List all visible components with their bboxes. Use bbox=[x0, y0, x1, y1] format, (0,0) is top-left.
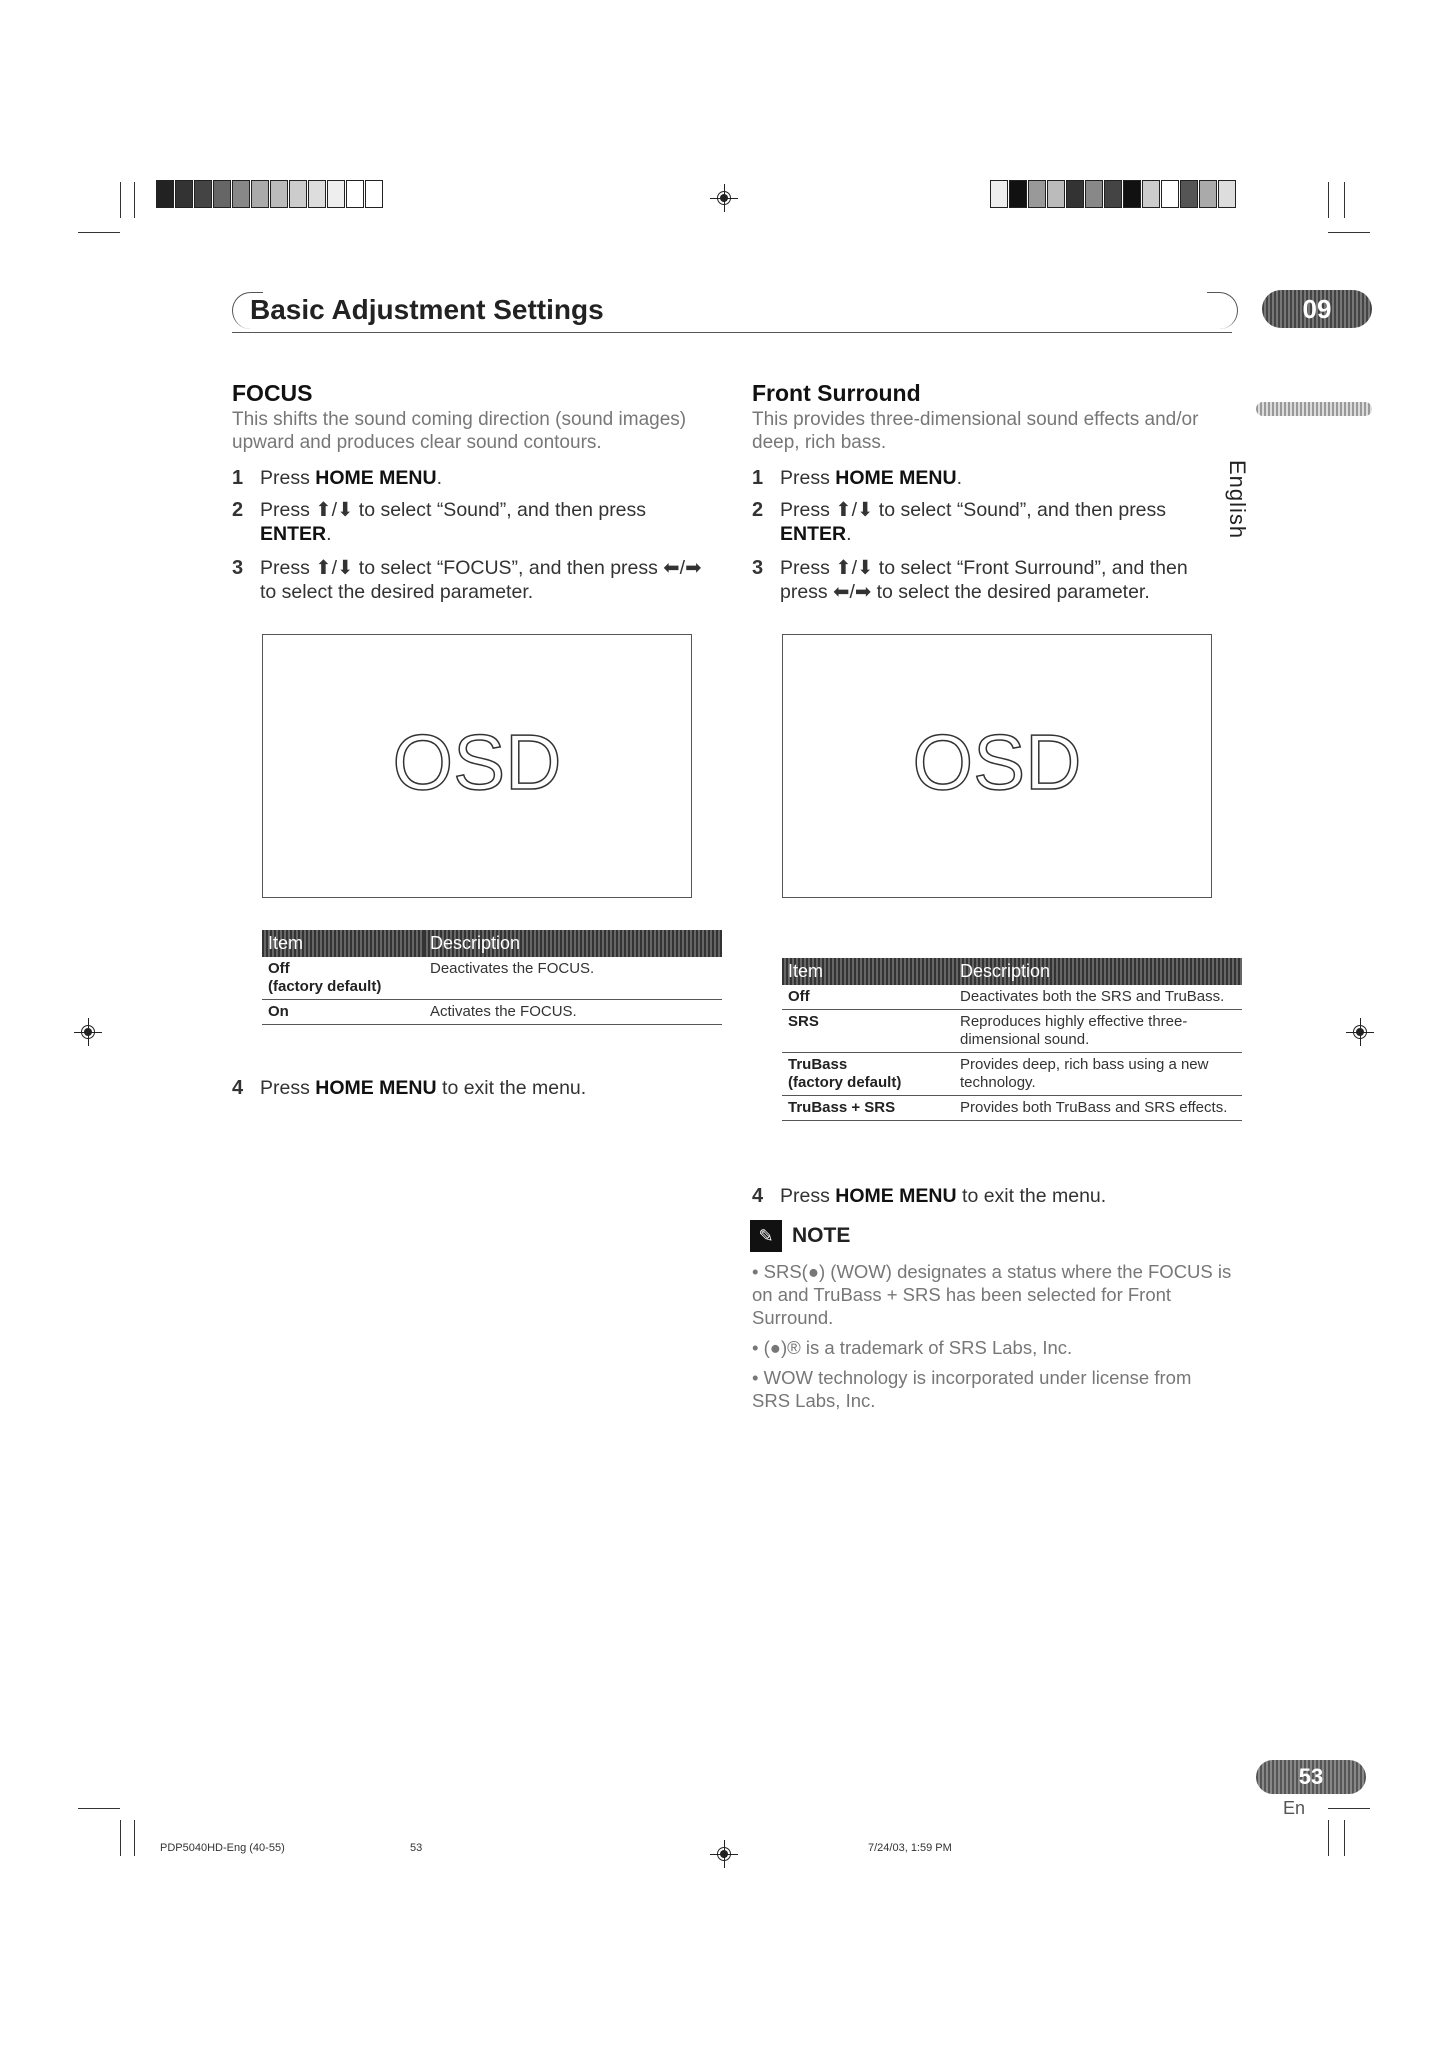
table-cell-item: Off bbox=[782, 985, 954, 1010]
crop-mark bbox=[1328, 1808, 1370, 1809]
focus-table bbox=[262, 930, 722, 1025]
table-row bbox=[782, 1053, 1242, 1096]
table-cell-item: SRS bbox=[782, 1010, 954, 1053]
color-bars-left bbox=[156, 180, 384, 208]
footer-page: 53 bbox=[410, 1842, 423, 1854]
table-header-item: Item bbox=[262, 930, 424, 957]
table-header-description: Description bbox=[424, 930, 722, 957]
crop-mark bbox=[134, 1820, 135, 1856]
note-title: NOTE bbox=[792, 1224, 851, 1247]
table-cell-description: Provides deep, rich bass using a new technology. bbox=[954, 1053, 1242, 1096]
crop-mark bbox=[1328, 182, 1329, 218]
language-label: English bbox=[1225, 460, 1250, 540]
table-row bbox=[782, 1096, 1242, 1121]
registration-mark-icon bbox=[710, 1840, 738, 1868]
crop-mark bbox=[78, 232, 120, 233]
table-cell-description: Provides both TruBass and SRS effects. bbox=[954, 1096, 1242, 1121]
note-bullet: • (●)® is a trademark of SRS Labs, Inc. bbox=[752, 1337, 1073, 1358]
table-header-item: Item bbox=[782, 958, 954, 985]
focus-osd-placeholder bbox=[262, 634, 692, 898]
page-number-badge: 53 bbox=[1256, 1760, 1366, 1794]
color-bars-right bbox=[990, 180, 1237, 208]
crop-mark bbox=[134, 182, 135, 218]
note-bullet: • WOW technology is incorporated under license from SRS Labs, Inc. bbox=[752, 1367, 1192, 1411]
crop-mark bbox=[120, 1820, 121, 1856]
footer-date: 7/24/03, 1:59 PM bbox=[868, 1842, 952, 1854]
note-pencil-icon: ✎ bbox=[750, 1220, 782, 1252]
page-title: Basic Adjustment Settings bbox=[250, 294, 604, 325]
header-bracket-right bbox=[1207, 292, 1238, 329]
front-surround-heading: Front Surround bbox=[752, 380, 921, 406]
registration-mark-icon bbox=[710, 184, 738, 212]
table-row bbox=[262, 1000, 722, 1025]
footer-file: PDP5040HD-Eng (40-55) bbox=[160, 1842, 285, 1854]
osd-label: OSD bbox=[392, 718, 562, 806]
table-header-description: Description bbox=[954, 958, 1242, 985]
front-surround-osd-placeholder bbox=[782, 634, 1212, 898]
table-row bbox=[782, 985, 1242, 1010]
chapter-badge: 09 bbox=[1262, 290, 1372, 328]
crop-mark bbox=[78, 1808, 120, 1809]
focus-intro: This shifts the sound coming direction (sound images) upward and produces clear sound contours. bbox=[232, 409, 687, 453]
table-cell-item: TruBass + SRS bbox=[782, 1096, 954, 1121]
crop-mark bbox=[1328, 232, 1370, 233]
crop-mark bbox=[1328, 1820, 1329, 1856]
crop-mark bbox=[120, 182, 121, 218]
front-surround-table bbox=[782, 958, 1242, 1121]
table-row bbox=[262, 957, 722, 1000]
note-bullet: • SRS(●) (WOW) designates a status where the FOCUS is on and TruBass + SRS has been selected for Front Surround. bbox=[752, 1261, 1232, 1328]
front-surround-intro: This provides three-dimensional sound effects and/or deep, rich bass. bbox=[752, 409, 1199, 453]
registration-mark-icon bbox=[74, 1018, 102, 1046]
side-tab bbox=[1256, 402, 1372, 416]
table-cell-description: Deactivates the FOCUS. bbox=[424, 957, 722, 1000]
crop-mark bbox=[1344, 182, 1345, 218]
table-cell-item: TruBass (factory default) bbox=[782, 1053, 954, 1096]
table-cell-description: Activates the FOCUS. bbox=[424, 1000, 722, 1025]
registration-mark-icon bbox=[1346, 1018, 1374, 1046]
table-cell-item: On bbox=[262, 1000, 424, 1025]
table-cell-description: Deactivates both the SRS and TruBass. bbox=[954, 985, 1242, 1010]
table-cell-description: Reproduces highly effective three-dimensional sound. bbox=[954, 1010, 1242, 1053]
section-header bbox=[232, 292, 1232, 333]
table-cell-item: Off (factory default) bbox=[262, 957, 424, 1000]
table-row bbox=[782, 1010, 1242, 1053]
crop-mark bbox=[1344, 1820, 1345, 1856]
osd-label: OSD bbox=[912, 718, 1082, 806]
page-language: En bbox=[1283, 1798, 1306, 1818]
focus-heading: FOCUS bbox=[232, 380, 313, 406]
